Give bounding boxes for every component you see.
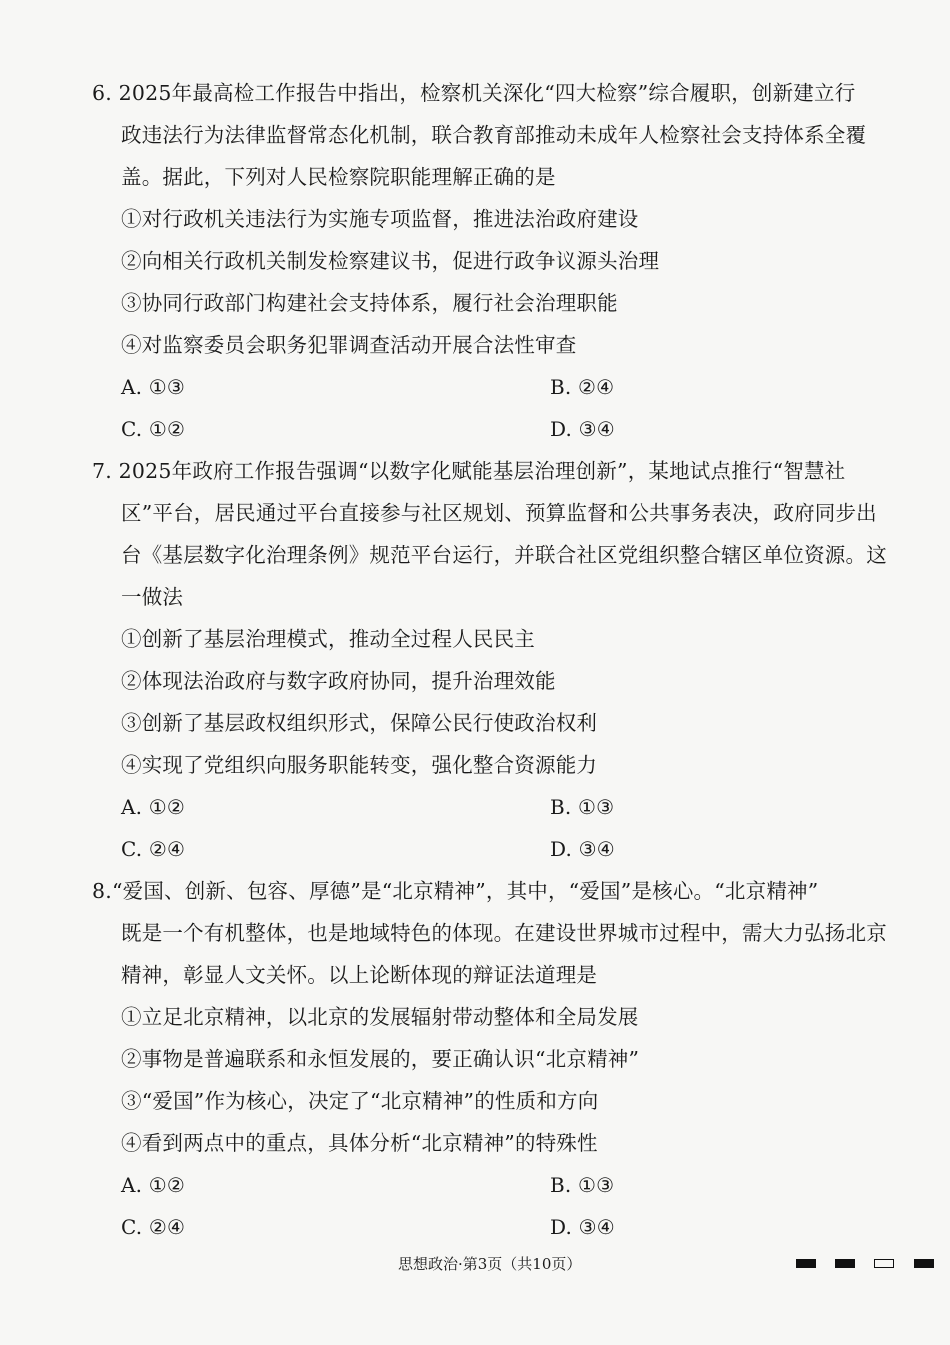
option-c: C. ②④ bbox=[121, 837, 186, 861]
statement-2: ②事物是普遍联系和永恒发展的，要正确认识“北京精神” bbox=[121, 1047, 640, 1071]
statement-2: ②向相关行政机关制发检察建议书，促进行政争议源头治理 bbox=[121, 249, 660, 273]
question-stem-line: 8.“爱国、创新、包容、厚德”是“北京精神”，其中，“爱国”是核心。“北京精神” bbox=[92, 879, 819, 903]
option-a: A. ①② bbox=[121, 1173, 186, 1197]
page-marker-filled bbox=[914, 1259, 934, 1268]
page-marker-filled bbox=[796, 1259, 816, 1268]
statement-4: ④看到两点中的重点，具体分析“北京精神”的特殊性 bbox=[121, 1131, 598, 1155]
option-d: D. ③④ bbox=[550, 1215, 615, 1239]
option-b: B. ①③ bbox=[550, 795, 615, 819]
statement-1: ①对行政机关违法行为实施专项监督，推进法治政府建设 bbox=[121, 207, 639, 231]
question-stem-line: 台《基层数字化治理条例》规范平台运行，并联合社区党组织整合辖区单位资源。这 bbox=[121, 543, 887, 567]
option-d: D. ③④ bbox=[550, 417, 615, 441]
page-footer: 思想政治·第3页（共10页） bbox=[398, 1255, 582, 1273]
statement-3: ③协同行政部门构建社会支持体系，履行社会治理职能 bbox=[121, 291, 618, 315]
page-marker-strip bbox=[796, 1259, 936, 1271]
question-stem-line: 精神，彰显人文关怀。以上论断体现的辩证法道理是 bbox=[121, 963, 598, 987]
option-a: A. ①③ bbox=[121, 375, 186, 399]
question-stem-line: 区”平台，居民通过平台直接参与社区规划、预算监督和公共事务表决，政府同步出 bbox=[121, 501, 877, 525]
statement-3: ③创新了基层政权组织形式，保障公民行使政治权利 bbox=[121, 711, 598, 735]
page-marker-hollow bbox=[874, 1259, 894, 1268]
question-stem-line: 6. 2025年最高检工作报告中指出，检察机关深化“四大检察”综合履职，创新建立行 bbox=[92, 81, 856, 105]
statement-4: ④对监察委员会职务犯罪调查活动开展合法性审查 bbox=[121, 333, 577, 357]
option-d: D. ③④ bbox=[550, 837, 615, 861]
option-a: A. ①② bbox=[121, 795, 186, 819]
option-b: B. ①③ bbox=[550, 1173, 615, 1197]
option-c: C. ②④ bbox=[121, 1215, 186, 1239]
option-c: C. ①② bbox=[121, 417, 186, 441]
statement-2: ②体现法治政府与数字政府协同，提升治理效能 bbox=[121, 669, 556, 693]
option-b: B. ②④ bbox=[550, 375, 615, 399]
page-marker-filled bbox=[835, 1259, 855, 1268]
question-stem-line: 盖。据此，下列对人民检察院职能理解正确的是 bbox=[121, 165, 556, 189]
statement-1: ①创新了基层治理模式，推动全过程人民民主 bbox=[121, 627, 535, 651]
question-stem-line: 一做法 bbox=[121, 585, 184, 609]
statement-4: ④实现了党组织向服务职能转变，强化整合资源能力 bbox=[121, 753, 598, 777]
question-stem-line: 政违法行为法律监督常态化机制，联合教育部推动未成年人检察社会支持体系全覆 bbox=[121, 123, 867, 147]
question-stem-line: 7. 2025年政府工作报告强调“以数字化赋能基层治理创新”，某地试点推行“智慧社 bbox=[92, 459, 846, 483]
statement-1: ①立足北京精神，以北京的发展辐射带动整体和全局发展 bbox=[121, 1005, 639, 1029]
question-stem-line: 既是一个有机整体，也是地域特色的体现。在建设世界城市过程中，需大力弘扬北京 bbox=[121, 921, 887, 945]
statement-3: ③“爱国”作为核心，决定了“北京精神”的性质和方向 bbox=[121, 1089, 599, 1113]
